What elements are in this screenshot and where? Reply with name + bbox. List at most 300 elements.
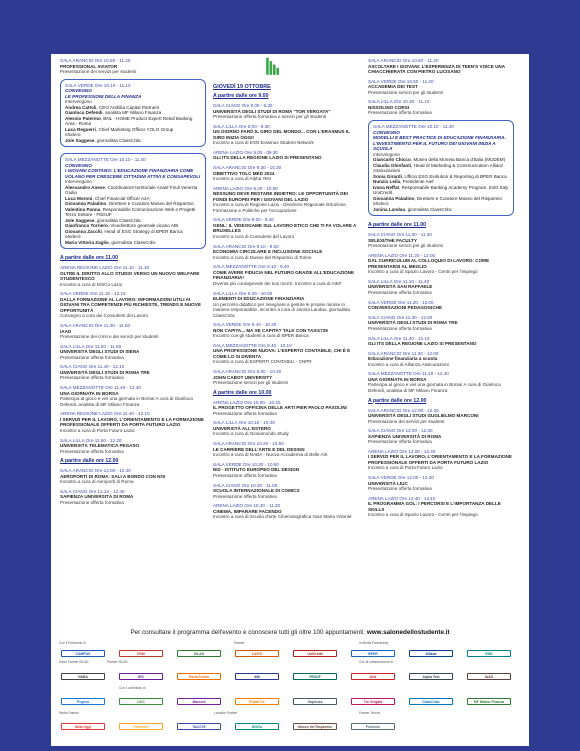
entry-description: Incontro a cura di Giosamondo Study [213,431,289,437]
speaker-role: , Direttore e Curatore Museo del Risparmio [414,195,502,201]
entry-title: UNIVERSITÀ DEGLI STUDI DI SIENA [60,349,140,355]
partner-logo: ISLAN [177,650,221,657]
moderator-name: Jole Saggese [65,137,95,143]
program-entry [60,468,206,485]
program-entry [368,428,514,445]
partner-logo: FEDUF [293,673,337,680]
entry-title: UNIVERSITÀ DEGLI STUDI DI ROMA TRE [368,320,458,326]
conference-box [60,79,206,148]
entry-description: Presentazione servizi per gli studenti [213,380,288,386]
program-entry [368,300,514,311]
speaker-role: , Responsabile Comunicazione Web e Progetti Terzo Settore - FEDUF [65,206,196,218]
program-entry [213,483,359,500]
entry-room-time: SALA VERDE Ore 11.15 - 12.15 [60,291,126,297]
program-entry [368,315,514,332]
entry-title: UNIVERSITÀ TELEMATICA PEGASO [60,443,140,448]
speaker-name: Valentina Panna [65,206,101,212]
entry-room-time: SALA ARANCIO Ore 10.50 - 11.20 [60,58,131,63]
partner-logo: LIUC [119,698,163,705]
entry-description: Presentazione offerta formativa [60,499,124,505]
partner-category-label: Partner [234,641,245,645]
program-entry [368,408,514,425]
speaker-name: Claudia Ghinfanti [373,162,412,168]
entry-title: ECONOMIA CIRCOLARE E INCLUSIONE SOCIALE [213,249,323,255]
speaker-role: , Ufficio ESG Evolution & Reporting di BPER Banca [401,173,507,179]
speaker-name: Giovanna Paladino [373,195,415,201]
entry-room-time: SALA LILLA Ore 9.30 - 10.00 [213,290,273,296]
entry-title: IED - ISTITUTO EUROPEO DEL DESIGN [213,467,300,473]
entry-title: IL PROGRAMMA GOL: I PERCORSI E L'IMPORTANZA DELLE SKILLS [368,501,501,512]
box-type: CONVEGNO [65,162,92,168]
entry-room-time: ARENA REGIONE LAZIO Ore 11.40 - 12.10 [60,411,150,417]
entry-room-time: SALA CIANO Ore 9.00 - 9.30 [213,103,273,108]
entry-description: Presentazione offerta formativa [368,439,432,445]
entry-room-time: SALA ARANCIO Ore 9.10 - 9.50 [213,243,279,249]
entry-description: Presentazione dei servizi per studenti [60,69,137,74]
entry-room-time: ARENA LAZIO Ore 12.00 - 12.40 [368,448,436,454]
partner-logo: Roma Tre [235,698,279,705]
program-entry [213,244,359,261]
program-entry [213,420,359,437]
entry-description: Diventa più consapevole dei tuoi mezzi. Incontro a cura di AIEF [213,280,342,286]
entry-title: SCUOLA INTERNAZIONALE DI COMICS [213,488,300,493]
entry-title: COME AVERE FIDUCIA NEL FUTURO GRAZIE ALL'EDUCAZIONE FINANZIARIA! [213,269,355,281]
speaker-role: , Direttore e Curatore Museo del Risparmio [106,201,194,207]
entry-description: Incontro a cura di Scuola d'arte Cinematografica Gian Maria Volonté [213,514,352,520]
partner-logo: IED [119,673,163,680]
entry-description: Incontro a cura di Museo del Risparmio di Torino [213,254,312,260]
entry-title: I SERVIZI PER IL LAVORO, L'ORIENTAMENTO E LA FORMAZIONE PROFESSIONALE OFFERTI DA PORTA FUTURO LAZIO [368,454,512,465]
speaker-role: , analista MF Milano Finanza [102,110,162,116]
entry-room-time: SALA ARANCIO Ore 10.20 - 10.50 [213,441,284,447]
program-entry [213,291,359,319]
partner-logo: Sapienza [293,698,337,705]
entry-description: Incontro a cura di ESN Erasmus Student Network [213,140,314,146]
speaker-role: , Vicedirettore generale vicario ABI [107,223,179,229]
program-entry [60,385,206,407]
entry-title: SAPIENZA UNIVERSITÀ DI ROMA [368,433,442,439]
entry-description: Incontro a cura di Regione Lazio - Direzione Regionale Istruzione, Formazione e Politiche per l'occupazione [213,202,348,213]
entry-description: Presentazione offerta formativa [213,472,277,478]
entry-room-time: ARENA LAZIO Ore 10.00 - 10.40 [213,399,281,405]
entry-description: Presentazione offerta formativa [213,493,277,499]
program-entry [213,322,359,339]
program-entry [213,343,359,365]
entry-room-time: ARENA LAZIO Ore 12.40 - 13.10 [368,495,436,501]
entry-title: LE CARRIERE DELL'ARTE E DEL DESIGN [213,446,305,452]
entry-title: OLTRE IL DIRITTO ALLO STUDIO VERSO UN NUOVO WELFARE STUDENTESCO [60,270,200,282]
box-title: MODELLI E BEST PRACTICE DI EDUCAZIONE FINANZIARIA. L'INVESTIMENTO PER IL FUTURO DEI GIOVANI INIZIA A SCUOLA [373,135,506,152]
partner-logo: Marconi [177,698,221,705]
entry-description: Incontro a cura di DiSCo Lazio [60,281,123,287]
entry-description: Presentazione offerta formativa [368,325,432,331]
partner-logo: Tax1729 [177,723,221,730]
entry-room-time: ARENA LAZIO Ore 9.00 - 09.30 [213,149,278,155]
entry-title: DAL CURRICULUM AL COLLOQUIO DI LAVORO: COME PRESENTARSI AL MEGLIO [368,258,490,269]
entry-title: PROFESSIONAL AVIATOR [60,63,118,69]
partner-category-label: Location Partner [214,711,238,715]
entry-description: Presentazione offerta formativa [368,110,432,116]
partner-category-label: Con il contributo di [119,686,146,690]
entry-description: Presentazione dei corsi e dei servizi per studenti [60,334,159,340]
entry-description: Incontro a cura di Spazio Lavoro - Centri per l'impiego [368,269,478,275]
program-entry [213,369,359,386]
program-page [51,54,529,746]
box-room-time: SALA VERDE Ore 10.10 - 11.10 [65,82,131,88]
partner-logo: Alpha Test [409,673,453,680]
partner-category-label: Con la collaborazione di [359,660,394,664]
entry-title: OBIETTIVO TOLC MED 2024 [213,170,275,176]
entry-room-time: SALA CIANO Ore 11.30 - 12.00 [368,314,433,320]
entry-title: SELEXI/THE FACULTY [368,237,417,243]
program-entry [213,150,359,161]
partner-logo: MF Milano Finanza [467,698,511,705]
program-entry [213,124,359,146]
speaker-name: Sonia Girardi [373,173,402,179]
conference-box [60,153,206,249]
partner-logo: Pokémon [119,723,163,730]
footer-text: Per consultare il programma dell'evento e conoscere tutti gli oltre 100 appuntamenti: [130,629,367,636]
entry-title: UNIVERSITÀ DEGLI STUDI DI ROMA TRE [60,369,150,375]
program-entry [213,264,359,286]
program-entry [213,217,359,239]
entry-room-time: SALA CIANO Ore 11.00 - 11.30 [368,232,432,238]
entry-description: Incontro a cura di Porta Futuro Lazio [60,427,135,433]
moderator [65,138,201,144]
entry-room-time: SALA VERDE Ore 11.20 - 12.00 [368,299,434,305]
column-1 [60,58,206,510]
program-entry [368,475,514,492]
program-entry [60,344,206,361]
entry-room-time: SALA ARANCIO Ore 9.50 - 10.20 [213,369,282,375]
program-entry [368,79,514,96]
entry-room-time: SALA LILLA Ore 11.50 - 12.20 [60,437,122,443]
entry-description: Partecipa al gioco e vivi una giornata in Borsa! A cura di Gianluca Defendi, analista di MF Milano Finanza [60,396,193,407]
entry-room-time: SALA MEZZANOTTE Ore 9.10 - 9.40 [213,264,290,270]
entry-title: UNIVERSITÀ SAN RAFFAELE [368,284,433,290]
entry-room-time: SALA ARANCIO Ore 11.20 - 12.00 [368,350,439,356]
time-section-heading: A partire dalle ore 9.00 [213,93,269,99]
partner-logo: Allianz [409,650,453,657]
entry-description: Incontro con gli studenti a cura di BPER Banca [213,333,309,339]
entry-title: GENL: IL VIDEOGAME SUL LAVORO ETICO CHE TI FA VOLARE A BRUXELLES [213,222,357,234]
partner-logo: ClassCnbc [409,698,453,705]
entry-title: NESSUNO DEVE RESTARE INDIETRO: LE OPPORTUNITÀ DEI FONDI EUROPEI PER I GIOVANI DEL LAZIO [213,191,348,202]
entry-description: Presentazione offerta formativa e servizi per gli studenti [213,114,327,119]
entry-room-time: SALA LILLA Ore 11.20 - 11.50 [60,343,122,349]
entry-description: Presentazione offerta formativa [60,354,124,360]
partner-category-label: In Media Partnership [359,641,389,645]
speaker-name: Giovanna Zacchi [65,228,102,234]
partner-logo: Museo del Risparmio [293,723,337,730]
partner-logo: LAZIO [235,650,279,657]
program-entry [213,400,359,417]
entry-title: I SERVIZI PER IL LAVORO, L'ORIENTAMENTO E LA FORMAZIONE PROFESSIONALE OFFERTI DA PORTA FUTURO LAZIO [60,416,204,428]
entry-room-time: ARENA LAZIO Ore 11.20 - 12.00 [368,252,436,258]
program-entry [60,265,206,287]
box-title: LE PROFESSIONI DELLA FINANZA [65,93,142,99]
program-entry [60,489,206,506]
partner-logo: A2A [351,673,395,680]
partner-logo: RSM [119,650,163,657]
entry-description: Incontro a cura di NABA - Nuova Accademia di Belle Arti [213,452,328,458]
entry-description: Incontro a cura di ESPERTI CONTABILI - CNPR [213,359,312,365]
speaker-role: , Presidente Aief [400,179,434,185]
speaker-name: Luca Reguerri [65,126,96,132]
program-entry [368,371,514,393]
partner-logo: IAAD [467,673,511,680]
entry-title: DALLA FORMAZIONE AL LAVORO: INFORMAZIONI UTILI AI GIOVANI TRA COMPETENZE PIÙ RICHIESTE, TRENDS E NUOVE OPPORTUNITÀ [60,296,201,313]
entry-room-time: SALA LILLA Ore 11.10 - 11.40 [368,278,430,284]
entry-room-time: SALA ARANCIO Ore 10.50 - 11.20 [368,58,439,63]
speaker-role: , Museo della Moneta Banca d'Italia (MUDEM) [410,157,506,163]
partner-logo: Porta Futuro [177,673,221,680]
box-type: CONVEGNO [373,129,400,135]
program-entry [213,165,359,182]
box-room-time: SALA MEZZANOTTE Ore 10.10 - 11.40 [373,124,454,130]
box-room-time: SALA MEZZANOTTE Ore 10.10 - 11.40 [65,157,146,163]
box-type: CONVEGNO [65,88,92,94]
program-entry [213,186,359,214]
entry-description: Presentazione dei servizi per studenti [368,418,445,424]
time-section-heading: A partire dalle ore 11.00 [60,255,119,262]
entry-description: Presentazione offerta formativa [368,289,432,295]
program-entry [368,449,514,471]
speaker-name: Nunzio Leila [373,179,401,185]
partner-logo: Pegaso [61,698,105,705]
program-entry [213,103,359,120]
speaker [373,163,509,174]
speaker-role: , Coordinatore territoriale Anasf Friuli Venezia Giulia [65,184,198,196]
program-entry [213,503,359,520]
speaker-name: Alessandro Anese [65,184,105,190]
day-heading: GIOVEDÌ 19 OTTOBRE [213,84,271,90]
entry-room-time: SALA CIANO Ore 12.00 - 12.30 [368,428,433,434]
moderator [373,207,509,213]
program-entry [368,279,514,296]
partner-logo: CAMPUS [61,650,105,657]
speaker-role: , Chief Marketing Officer YOLO Group [95,126,174,132]
partner-category-label: Partner Tecnici [359,711,381,715]
program-entry [368,253,514,275]
program-entry [368,58,514,75]
entry-room-time: SALA ARANCIO Ore 11.20 - 11.50 [60,323,131,329]
entry-room-time: SALA VERDE Ore 10.20 - 10.50 [213,461,279,467]
entry-title: UNIVERSITÀ DEGLI STUDI GUGLIELMO MARCONI [368,413,479,419]
entry-room-time: SALA VERDE Ore 9.40 - 10.20 [213,322,277,328]
entry-room-time: SALA ARANCIO Ore 9.30 - 10.30 [213,165,282,171]
partners-area [59,641,521,741]
entry-description: Incontro a cura di Spazio Lavoro - Centri per l'impiego [368,512,478,518]
entry-title: CONVERSAZIONI PEDAGOGICHE [368,305,443,311]
speaker [373,185,509,196]
speaker [373,196,509,202]
entry-title: UNA GIORNATA IN BORSA [368,376,427,382]
partner-logo: BPER [351,650,395,657]
entry-room-time: SALA CIANO Ore 11.40 - 12.10 [60,364,125,370]
entry-title: JOHN CABOT UNIVERSITY [213,374,273,380]
speaker-role: , Responsabile Banking Academy Program, ESG Italy UniCredit [373,184,509,196]
entry-room-time: SALA MEZZANOTTE Ore 11.40 - 12.40 [60,385,141,391]
entry-description: Presentazione offerta formativa [60,375,124,381]
moderator-name: Janina Landau [373,206,406,212]
entry-description: Presentazione offerta formativa [368,486,432,492]
speaker [65,116,201,127]
entry-room-time: SALA LILLA Ore 10.40 - 11.10 [368,99,430,105]
entry-description: Partecipa al gioco e vivi una giornata in Borsa! A cura di Gianluca Defendi, analista di MF Milano Finanza [368,382,501,393]
program-entry [368,496,514,518]
entry-title: UNIVERSITÀ DEGLI STUDI DI ROMA "TOR VERGATA" [213,108,331,114]
program-entry [368,351,514,368]
entry-title: UNA GIORNATA IN BORSA [60,390,119,396]
program-entry [60,438,206,455]
entry-description: Incontro a cura di Alpha Test [213,176,271,182]
partner-logo: NABA [61,673,105,680]
footer-url-link[interactable]: www.salonedellostudente.it [366,629,450,636]
entry-room-time: SALA VERDE Ore 12.00 - 12.30 [368,475,434,481]
box-moderator-label: Modera [373,201,389,207]
time-section-heading: A partire dalle ore 11.00 [368,222,427,229]
box-speakers-label: Intervengono [65,99,92,105]
speaker-role: , BNL - HOME Product Expert Retail Banking Area - Roma [65,115,193,127]
entry-title: ASCOLTARE I GIOVANI: L'ESPERIENZA DI TEEN'S VOICE UNA CHIACCHIERATA CON PIETRO LUCISANO [368,63,505,74]
speaker-role: , Chief Financial Officer A2A [92,195,150,201]
partner-category-label: Con il Patrocinio di [59,641,86,645]
speaker-role: , Head of Marketing & Communication Allianz Assicurazioni [373,162,504,174]
entry-description: Presentazione servizi per gli studenti [368,89,443,95]
entry-title: SAPIENZA UNIVERSITÀ DI ROMA [60,494,134,500]
entry-title: AEROPORTI DI ROMA: SALI A BORDO CON NOI [60,473,166,479]
speaker-name: Andrea Cattoli [65,104,97,110]
program-entry [368,232,514,249]
speaker [65,185,201,196]
box-moderator-label: Moderà [65,234,81,240]
program-entry [60,364,206,381]
entry-room-time: SALA ARANCIO Ore 12.00 - 12.30 [368,407,439,413]
entry-title: UNIVERSITÀ LIUC [368,480,408,486]
box-moderator-label: Modera [65,132,81,138]
speaker-name: Ivana Neffat [373,184,400,190]
entry-title: Educazione finanziaria a scuola [368,356,438,362]
footer-line [65,629,515,636]
entry-title: NON CAPITA... MA SE CAPITA? TALK CON TAXI1729 [213,327,328,333]
speaker-role: , CEO Anthilia Capital Partners [96,104,160,110]
program-entry [60,411,206,433]
entry-title: NISSOLINO CORSI [368,104,410,110]
entry-title: ELEMENTI DI EDUCAZIONE FINANZIARIA [213,296,305,301]
time-section-heading: A partire dalle ore 12.00 [368,397,427,404]
entry-description: Presentazione servizi per gli studenti [368,243,443,249]
partner-logo: Polimoni [351,723,395,730]
entry-room-time: SALA MEZZANOTTE Ore 9.40 - 10.10 [213,342,292,348]
entry-description: Incontro a cura di Porta Futuro Lazio [368,465,443,471]
entry-room-time: SALA VERDE Ore 10.50 - 11.20 [368,78,434,84]
program-entry [368,99,514,116]
speaker [65,207,201,218]
entry-room-time: SALA ARANCIO Ore 12.00 - 12.40 [60,468,131,474]
program-entry [368,336,514,347]
speaker-name: Giancarlo Chicco [373,157,411,163]
speaker-name: Giovanna Paladino [65,201,107,207]
program-entry [213,441,359,458]
speaker-name: Alessio Palermo [65,115,101,121]
program-entry [60,323,206,340]
speaker-name: Luca Moroni [65,195,93,201]
partner-logo: ABI [235,673,279,680]
program-entry [60,58,206,75]
moderator-role: , giornalista ClassCnbc [108,239,156,245]
entry-title: UNA PROFESSIONE NUOVA: L'ESPERTO CONTABILE, CHI È E COME LO SI DIVENTA [213,348,351,359]
partner-logo: ESN [467,650,511,657]
moderator-role: , giornalista ClassCnbc [405,206,453,212]
box-speakers-label: Intervengono [373,151,400,157]
entry-room-time: SALA LILLA Ore 10.10 - 10.40 [213,420,275,426]
partner-logo: Italia Oggi [61,723,105,730]
box-title: I GIOVANI CONTANO: L'EDUCAZIONE FINANZIARIA COME VOLANO PER CRESCERE CITTADINI ATTIVI E CONSAPEVOLI [65,168,201,179]
entry-room-time: SALA VERDE Ore 9.00 - 9.40 [213,217,274,223]
partner-logo: DiSCo [235,723,279,730]
partner-logo: UniCredit [293,650,337,657]
event-logo-icon [263,56,283,80]
speaker-name: Gianluca Defendi [65,110,103,116]
partner-category-label: Silver Partner ISLAN [59,660,89,664]
speaker-name: Jole Saggese [65,217,95,223]
speaker-role: , Head of ESG Strategy di BPER Banca [101,228,183,234]
entry-title: UNIVERSITÀ ALL'ESTERO [213,425,271,431]
box-speakers-label: Intervengono [65,179,92,185]
entry-description: Presentazione offerta formativa [213,410,277,416]
entry-title: IAAD [60,328,72,334]
entry-description: Incontro a cura di Consulenti del Lavoro [213,233,295,239]
entry-room-time: SALA CIANO Ore 12.10 - 12.40 [60,488,125,494]
partner-category-label: Media Partner [59,711,80,715]
moderator [65,240,201,246]
moderator-name: Maria Vittoria Zaglio [65,239,109,245]
entry-description: Convegno a cura dei Consulenti del Lavoro [60,313,149,319]
entry-title: GLI ITS DELLA REGIONE LAZIO SI PRESENTANO [368,341,477,346]
entry-description: Presentazione offerta formativa [60,448,124,454]
entry-room-time: ARENA LAZIO Ore 9.30 - 10.00 [213,185,278,191]
partner-logo: Tor Vergata [351,698,395,705]
partner-category-label: Partner ISLAN [107,660,128,664]
entry-title: ACCADEMIA DEI TEST [368,84,418,90]
speaker-name: Gianfranco Torriero [65,223,108,229]
entry-room-time: ARENA LAZIO Ore 10.40 - 11.20 [213,503,281,509]
program-entry [60,291,206,319]
entry-title: CINEMA, IMPARARE FACENDO [213,508,282,514]
entry-room-time: ARENA REGIONE LAZIO Ore 11.10 - 11.40 [60,265,150,271]
entry-room-time: SALA MEZZANOTTE Ore 11.40 - 12.40 [368,371,449,377]
speaker [65,229,201,235]
entry-room-time: SALA CIANO Ore 10.30 - 11.00 [213,482,278,488]
entry-description: Un percorso didattico per insegnare a gestire le proprie risorse in maniera responsabile. Incontro a cura di Janina Landau, giornalista ClassCnbc [213,301,350,318]
conference-box [368,120,514,216]
column-2 [213,58,359,524]
entry-title: IL PROGETTO OFFICINA DELLE ARTI PIER PAOLO PASOLINI [213,405,347,411]
program-entry [213,462,359,479]
time-section-heading: A partire dalle ore 10.00 [213,389,272,396]
entry-title: GLI ITS DELLA REGIONE LAZIO SI PRESENTANO [213,155,322,161]
speaker-role: , giornalista ClassCnbc [94,217,142,223]
moderator-role: , giornalista ClassCnbc [94,137,142,143]
entry-room-time: SALA LILLA Ore 9.00 - 9.30 [213,123,270,129]
entry-description: Incontro a cura di Aeroporti di Roma [60,479,134,485]
entry-description: Incontro a cura di Allianza Assicurazioni [368,361,449,367]
entry-room-time: SALA LILLA Ore 11.40 - 12.10 [368,335,430,341]
entry-title: UN GIORNO FARÒ IL GIRO DEL MONDO... CON L'ERASMUS IL GIRO INIZIA OGGI! [213,129,350,140]
time-section-heading: A partire dalle ore 12.00 [60,458,119,465]
column-3 [368,58,514,522]
